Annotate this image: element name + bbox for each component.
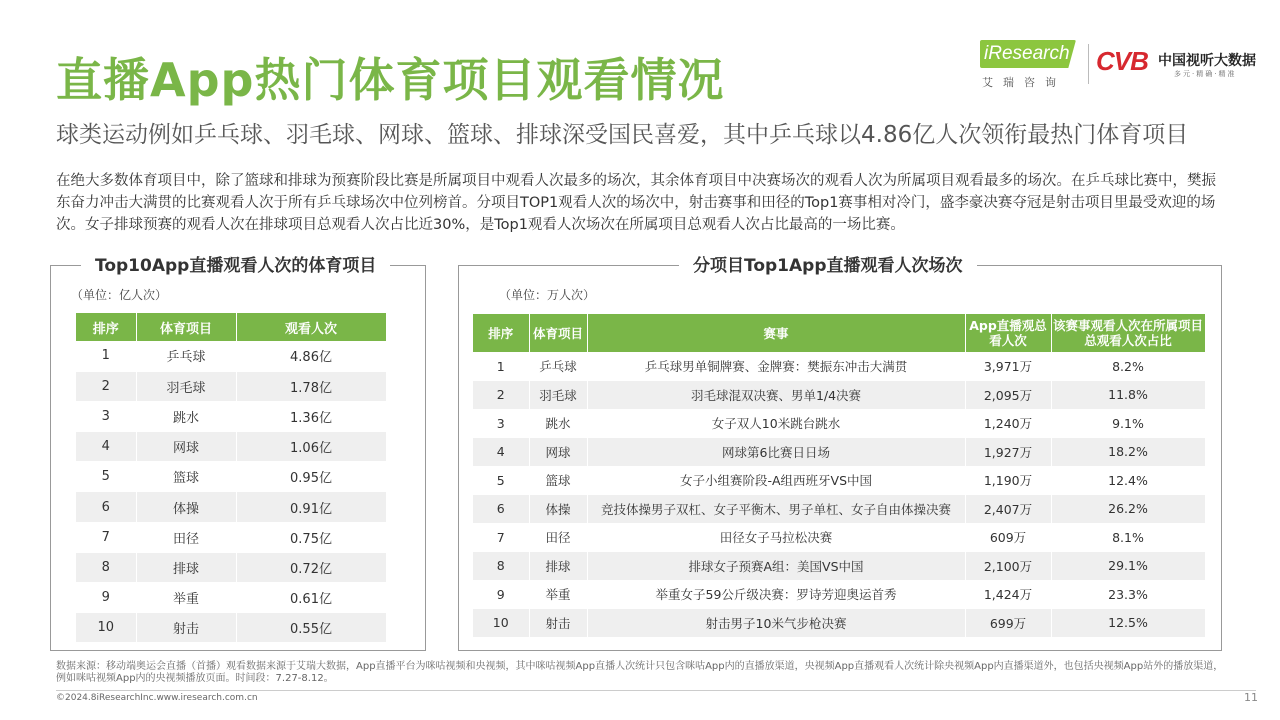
top1-table-row bbox=[473, 466, 1205, 495]
top10-table-row bbox=[76, 462, 386, 492]
top10-table-cell: 网球 bbox=[136, 432, 236, 462]
top10-table-cell: 1.36亿 bbox=[236, 401, 386, 431]
top10-table-cell: 乒乓球 bbox=[136, 341, 236, 371]
top10-table-row bbox=[76, 583, 386, 613]
top1-table-cell: 8.1% bbox=[1051, 523, 1205, 552]
iresearch-logo-text: iResearch bbox=[984, 43, 1070, 64]
top1-table-cell: 23.3% bbox=[1051, 580, 1205, 609]
page-number: 11 bbox=[1244, 691, 1258, 704]
top10-table-cell: 体操 bbox=[136, 492, 236, 522]
top10-table-row bbox=[76, 552, 386, 582]
top1-table-header-cell: 排序 bbox=[473, 314, 529, 352]
top10-table-cell: 4 bbox=[76, 432, 136, 462]
top10-table-row bbox=[76, 522, 386, 552]
top1-table-cell: 举重女子59公斤级决赛：罗诗芳迎奥运首秀 bbox=[587, 580, 965, 609]
top1-table-cell: 羽毛球 bbox=[529, 381, 587, 410]
cvb-logo-mark: CVB bbox=[1096, 46, 1148, 76]
top10-table-cell: 篮球 bbox=[136, 462, 236, 492]
top1-table-header-cell: App直播观总看人次 bbox=[965, 314, 1051, 352]
top1-table-cell: 9 bbox=[473, 580, 529, 609]
left-panel bbox=[50, 256, 426, 651]
top10-table-header-cell: 体育项目 bbox=[136, 313, 236, 341]
copyright: ©2024.8iResearchInc.www.iresearch.com.cn bbox=[56, 693, 258, 703]
top1-table-row bbox=[473, 523, 1205, 552]
top10-table-cell: 0.75亿 bbox=[236, 522, 386, 552]
top1-table-cell: 网球第6比赛日日场 bbox=[587, 438, 965, 467]
top10-table-row bbox=[76, 432, 386, 462]
top10-table-cell: 9 bbox=[76, 583, 136, 613]
top1-table-cell: 5 bbox=[473, 466, 529, 495]
top10-table bbox=[76, 313, 387, 643]
top1-table-cell: 2,100万 bbox=[965, 552, 1051, 581]
top1-table-cell: 2,095万 bbox=[965, 381, 1051, 410]
top1-table-cell: 乒乓球 bbox=[529, 352, 587, 381]
logo-divider bbox=[1088, 44, 1089, 84]
top10-table-cell: 1.06亿 bbox=[236, 432, 386, 462]
cvb-logo bbox=[1096, 44, 1271, 84]
top1-table-cell: 女子双人10米跳台跳水 bbox=[587, 409, 965, 438]
top1-table-header-cell: 体育项目 bbox=[529, 314, 587, 352]
top1-table-cell: 羽毛球混双决赛、男单1/4决赛 bbox=[587, 381, 965, 410]
top1-table-cell: 1 bbox=[473, 352, 529, 381]
left-panel-title: Top10App直播观看人次的体育项目 bbox=[81, 255, 390, 277]
top1-table bbox=[473, 314, 1206, 638]
top1-table-cell: 2 bbox=[473, 381, 529, 410]
top1-table-row bbox=[473, 352, 1205, 381]
top1-table-cell: 跳水 bbox=[529, 409, 587, 438]
top1-table-cell: 7 bbox=[473, 523, 529, 552]
top1-table-row bbox=[473, 580, 1205, 609]
top1-table-cell: 1,190万 bbox=[965, 466, 1051, 495]
top10-table-cell: 排球 bbox=[136, 552, 236, 582]
top1-table-row bbox=[473, 381, 1205, 410]
top1-table-cell: 12.4% bbox=[1051, 466, 1205, 495]
top1-table-cell: 女子小组赛阶段-A组西班牙VS中国 bbox=[587, 466, 965, 495]
top1-table-cell: 射击男子10米气步枪决赛 bbox=[587, 609, 965, 638]
top10-table-cell: 0.91亿 bbox=[236, 492, 386, 522]
top1-table-row bbox=[473, 438, 1205, 467]
top1-table-cell: 1,240万 bbox=[965, 409, 1051, 438]
top10-table-cell: 0.72亿 bbox=[236, 552, 386, 582]
top1-table-cell: 10 bbox=[473, 609, 529, 638]
top10-table-cell: 4.86亿 bbox=[236, 341, 386, 371]
top10-table-cell: 0.95亿 bbox=[236, 462, 386, 492]
top10-table-cell: 举重 bbox=[136, 583, 236, 613]
page-title: 直播App热门体育项目观看情况 bbox=[56, 53, 725, 107]
top10-table-row bbox=[76, 401, 386, 431]
top1-table-cell: 射击 bbox=[529, 609, 587, 638]
top1-table-cell: 排球女子预赛A组：美国VS中国 bbox=[587, 552, 965, 581]
top10-table-cell: 2 bbox=[76, 371, 136, 401]
top1-table-cell: 26.2% bbox=[1051, 495, 1205, 524]
top1-table-cell: 1,927万 bbox=[965, 438, 1051, 467]
footer-divider bbox=[56, 690, 1256, 691]
cvb-logo-name: 中国视听大数据 bbox=[1158, 53, 1256, 69]
iresearch-logo bbox=[980, 40, 1080, 90]
top1-table-cell: 竞技体操男子双杠、女子平衡木、男子单杠、女子自由体操决赛 bbox=[587, 495, 965, 524]
top1-table-cell: 11.8% bbox=[1051, 381, 1205, 410]
top1-table-header-cell: 赛事 bbox=[587, 314, 965, 352]
top1-table-row bbox=[473, 552, 1205, 581]
top10-table-row bbox=[76, 492, 386, 522]
top10-table-cell: 7 bbox=[76, 522, 136, 552]
top10-table-row bbox=[76, 613, 386, 643]
top10-table-cell: 1 bbox=[76, 341, 136, 371]
top1-table-cell: 篮球 bbox=[529, 466, 587, 495]
top10-table-cell: 10 bbox=[76, 613, 136, 643]
top1-table-cell: 2,407万 bbox=[965, 495, 1051, 524]
top10-table-cell: 5 bbox=[76, 462, 136, 492]
top1-table-cell: 举重 bbox=[529, 580, 587, 609]
top1-table-row bbox=[473, 495, 1205, 524]
top10-table-cell: 羽毛球 bbox=[136, 371, 236, 401]
right-unit-label: （单位：万人次） bbox=[499, 288, 596, 302]
top10-table-cell: 0.61亿 bbox=[236, 583, 386, 613]
top10-table-cell: 1.78亿 bbox=[236, 371, 386, 401]
top1-table-cell: 3 bbox=[473, 409, 529, 438]
top1-table-header bbox=[473, 314, 1205, 352]
top1-table-cell: 12.5% bbox=[1051, 609, 1205, 638]
top10-table-cell: 射击 bbox=[136, 613, 236, 643]
top10-table-cell: 跳水 bbox=[136, 401, 236, 431]
top1-table-cell: 18.2% bbox=[1051, 438, 1205, 467]
top1-table-body bbox=[473, 352, 1205, 637]
top10-table-header bbox=[76, 313, 386, 341]
top1-table-cell: 排球 bbox=[529, 552, 587, 581]
description-paragraph: 在绝大多数体育项目中，除了篮球和排球为预赛阶段比赛是所属项目中观看人次最多的场次，其余体育项目中决赛场次的观看人次为所属项目观看最多的场次。在乒乓球比赛中，樊振东奋力冲击大满贯的比赛观看人次于所有乒乓球场次中位列榜首。分项目TOP1观看人次的场次中，射击赛事和田径的Top1赛事相对冷门，盛李豪决赛夺冠是射击项目里最受欢迎的场次。女子排球预赛的观看人次在排球项目总观看人次占比近30%，是Top1观看人次场次在所属项目总观看人次占比最高的一场比赛。 bbox=[56, 173, 1216, 233]
top1-table-cell: 8 bbox=[473, 552, 529, 581]
top1-table-cell: 609万 bbox=[965, 523, 1051, 552]
top1-table-cell: 29.1% bbox=[1051, 552, 1205, 581]
top1-table-cell: 6 bbox=[473, 495, 529, 524]
top1-table-cell: 9.1% bbox=[1051, 409, 1205, 438]
top1-table-row bbox=[473, 609, 1205, 638]
top1-table-cell: 网球 bbox=[529, 438, 587, 467]
top1-table-cell: 4 bbox=[473, 438, 529, 467]
top10-table-cell: 0.55亿 bbox=[236, 613, 386, 643]
top1-table-cell: 田径 bbox=[529, 523, 587, 552]
page-subtitle: 球类运动例如乒乓球、羽毛球、网球、篮球、排球深受国民喜爱，其中乒乓球以4.86亿人次领衔最热门体育项目 bbox=[56, 122, 1189, 148]
top1-table-cell: 699万 bbox=[965, 609, 1051, 638]
top10-table-cell: 3 bbox=[76, 401, 136, 431]
top10-table-header-cell: 观看人次 bbox=[236, 313, 386, 341]
top10-table-cell: 8 bbox=[76, 552, 136, 582]
data-source-note: 数据来源：移动端奥运会直播（首播）观看数据来源于艾瑞大数据，App直播平台为咪咕视频和央视频，其中咪咕视频App直播人次统计只包含咪咕App内的直播放渠道，央视频App直播观看人次统计除央视频App内直播渠道外，也包括央视频App站外的播放渠道，例如咪咕视频App内的央视频播放页面。时间段：7.27-8.12。 bbox=[56, 661, 1224, 684]
cvb-logo-tagline: 多元·精确·精准 bbox=[1174, 70, 1237, 78]
top1-table-header-cell: 该赛事观看人次在所属项目总观看人次占比 bbox=[1051, 314, 1205, 352]
top1-table-cell: 体操 bbox=[529, 495, 587, 524]
top1-table-cell: 乒乓球男单铜牌赛、金牌赛：樊振东冲击大满贯 bbox=[587, 352, 965, 381]
right-panel bbox=[458, 256, 1222, 651]
left-unit-label: （单位：亿人次） bbox=[71, 288, 168, 302]
top10-table-row bbox=[76, 371, 386, 401]
top1-table-cell: 3,971万 bbox=[965, 352, 1051, 381]
top10-table-row bbox=[76, 341, 386, 371]
top1-table-cell: 8.2% bbox=[1051, 352, 1205, 381]
top10-table-cell: 田径 bbox=[136, 522, 236, 552]
top1-table-cell: 1,424万 bbox=[965, 580, 1051, 609]
iresearch-logo-cn: 艾瑞咨询 bbox=[982, 76, 1066, 89]
top10-table-header-cell: 排序 bbox=[76, 313, 136, 341]
top10-table-cell: 6 bbox=[76, 492, 136, 522]
top1-table-cell: 田径女子马拉松决赛 bbox=[587, 523, 965, 552]
right-panel-title: 分项目Top1App直播观看人次场次 bbox=[679, 255, 977, 277]
top10-table-body bbox=[76, 341, 386, 643]
top1-table-row bbox=[473, 409, 1205, 438]
